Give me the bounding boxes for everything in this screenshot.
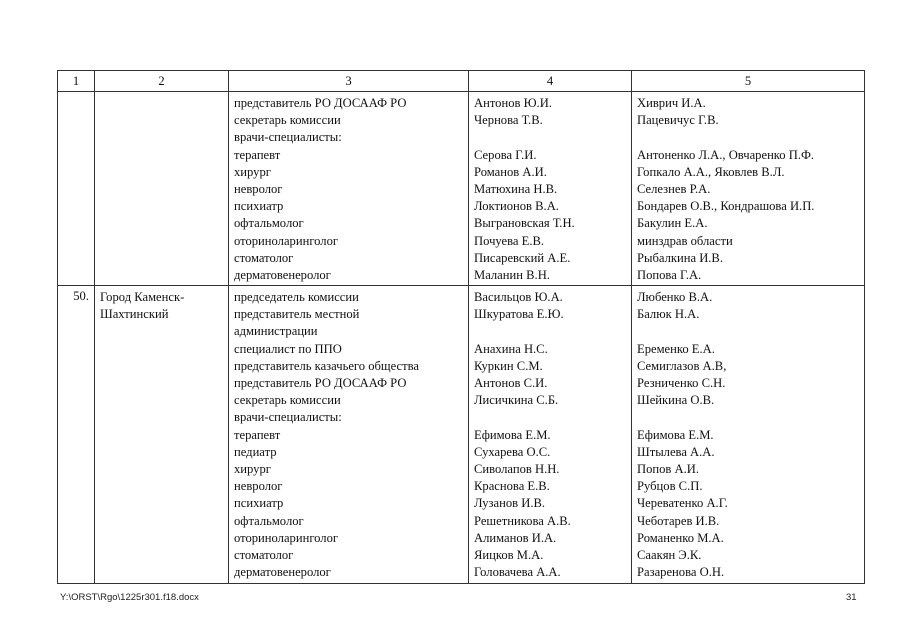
cell-line: Васильцов Ю.А.	[474, 290, 563, 305]
cell-line: оториноларинголог	[234, 233, 339, 248]
table-row	[58, 92, 865, 286]
cell-line: Чеботарев И.В.	[637, 513, 720, 528]
cell-line: офтальмолог	[234, 216, 304, 231]
cell-line: Бакулин Е.А.	[637, 216, 708, 231]
footer-file-path: Y:\ORST\Rgo\1225r301.f18.docx	[60, 592, 199, 603]
cell-line: дерматовенеролог	[234, 267, 331, 282]
cell-line: Куркин С.М.	[474, 358, 543, 373]
cell-line: Шахтинский	[100, 307, 169, 322]
role-cell	[229, 92, 469, 286]
cell-line: Сухарева О.С.	[474, 444, 551, 459]
cell-line: Балюк Н.А.	[637, 307, 700, 322]
cell-line: Хиврич И.А.	[637, 96, 706, 110]
cell-line: Рубцов С.П.	[637, 479, 703, 494]
cell-line: Антонов Ю.И.	[474, 96, 552, 110]
place-cell	[95, 286, 229, 584]
cell-line: Разаренова О.Н.	[637, 565, 725, 580]
cell-line: терапевт	[234, 427, 281, 442]
cell-line: Маланин В.Н.	[474, 267, 550, 282]
cell-line: педиатр	[234, 444, 277, 459]
cell-line: хирург	[234, 164, 271, 179]
cell-line: Яицков М.А.	[474, 547, 544, 562]
cell-line	[637, 409, 864, 426]
cell-line: Анахина Н.С.	[474, 341, 548, 356]
cell-line: Пацевичус Г.В.	[637, 113, 719, 128]
header-col-5: 5	[632, 71, 865, 92]
cell-line: невролог	[234, 479, 283, 494]
cell-line: Резниченко С.Н.	[637, 376, 726, 390]
cell-line: представитель РО ДОСААФ РО	[234, 376, 407, 390]
cell-line: Головачева А.А.	[474, 565, 561, 580]
cell-line: Ефимова Е.М.	[474, 427, 551, 442]
cell-line: стоматолог	[234, 547, 294, 562]
cell-line: стоматолог	[234, 250, 294, 265]
header-row	[58, 71, 865, 92]
cell-line: специалист по ППО	[234, 341, 342, 356]
cell-line: Шейкина О.В.	[637, 393, 715, 408]
cell-line: минздрав области	[637, 233, 733, 248]
cell-line: Краснова Е.В.	[474, 479, 550, 494]
cell-line: Попова Г.А.	[637, 267, 702, 282]
cell-line: психиатр	[234, 199, 284, 214]
cell-line: терапевт	[234, 147, 281, 162]
cell-line: Антоненко Л.А., Овчаренко П.Ф.	[637, 147, 815, 162]
cell-line: психиатр	[234, 496, 284, 511]
cell-line: Еременко Е.А.	[637, 341, 715, 356]
place-cell	[95, 92, 229, 286]
cell-line: Штылева А.А.	[637, 444, 715, 459]
cell-line: представитель местной	[234, 307, 360, 322]
cell-line: Семиглазов А.В,	[637, 358, 727, 373]
cell-line: Город Каменск-	[100, 290, 185, 305]
cell-line	[637, 323, 864, 340]
cell-line: Решетникова А.В.	[474, 513, 571, 528]
cell-line: секретарь комиссии	[234, 113, 341, 128]
member-cell	[469, 286, 632, 584]
footer-page-number: 31	[846, 592, 857, 603]
cell-line: Ефимова Е.М.	[637, 427, 714, 442]
cell-line: Почуева Е.В.	[474, 233, 545, 248]
cell-line: дерматовенеролог	[234, 565, 331, 580]
cell-line	[474, 409, 631, 426]
cell-line: администрации	[234, 324, 318, 339]
role-cell	[229, 286, 469, 584]
cell-line: Романенко М.А.	[637, 530, 724, 545]
cell-line: Шкуратова Е.Ю.	[474, 307, 564, 322]
cell-line: Любенко В.А.	[637, 290, 713, 305]
cell-line: Череватенко А.Г.	[637, 496, 728, 511]
cell-line: Алиманов И.А.	[474, 530, 557, 545]
cell-line: Романов А.И.	[474, 164, 547, 179]
cell-line: оториноларинголог	[234, 530, 339, 545]
cell-line: Сиволапов Н.Н.	[474, 461, 560, 476]
cell-line: Антонов С.И.	[474, 376, 548, 390]
reserve-cell	[632, 286, 865, 584]
reserve-cell	[632, 92, 865, 286]
cell-line: председатель комиссии	[234, 290, 359, 305]
cell-line: Локтионов В.А.	[474, 199, 559, 214]
row-number: 50.	[58, 286, 95, 584]
cell-line: представитель РО ДОСААФ РО	[234, 96, 407, 110]
cell-line: Выграновская Т.Н.	[474, 216, 575, 231]
cell-line: Лузанов И.В.	[474, 496, 546, 511]
member-cell	[469, 92, 632, 286]
cell-line: Серова Г.И.	[474, 147, 537, 162]
header-col-4: 4	[469, 71, 632, 92]
cell-line: врачи-специалисты:	[234, 130, 342, 145]
cell-line	[637, 129, 864, 146]
cell-line: Гопкало А.А., Яковлев В.Л.	[637, 164, 785, 179]
commission-table	[57, 70, 865, 584]
header-col-3: 3	[229, 71, 469, 92]
cell-line: Матюхина Н.В.	[474, 181, 558, 196]
cell-line: Бондарев О.В., Кондрашова И.П.	[637, 199, 815, 214]
cell-line: Попов А.И.	[637, 461, 700, 476]
header-col-2: 2	[95, 71, 229, 92]
cell-line	[474, 323, 631, 340]
cell-line: Лисичкина С.Б.	[474, 393, 559, 408]
cell-line: врачи-специалисты:	[234, 410, 342, 425]
header-col-1: 1	[58, 71, 95, 92]
row-number	[58, 92, 95, 286]
cell-line	[474, 129, 631, 146]
cell-line: представитель казачьего общества	[234, 358, 419, 373]
cell-line: невролог	[234, 181, 283, 196]
cell-line: секретарь комиссии	[234, 393, 341, 408]
cell-line: хирург	[234, 461, 271, 476]
cell-line: Селезнев Р.А.	[637, 181, 711, 196]
cell-line: Чернова Т.В.	[474, 113, 543, 128]
cell-line: Писаревский А.Е.	[474, 250, 571, 265]
cell-line: Рыбалкина И.В.	[637, 250, 723, 265]
cell-line: офтальмолог	[234, 513, 304, 528]
cell-line: Саакян Э.К.	[637, 547, 702, 562]
table-row	[58, 286, 865, 584]
